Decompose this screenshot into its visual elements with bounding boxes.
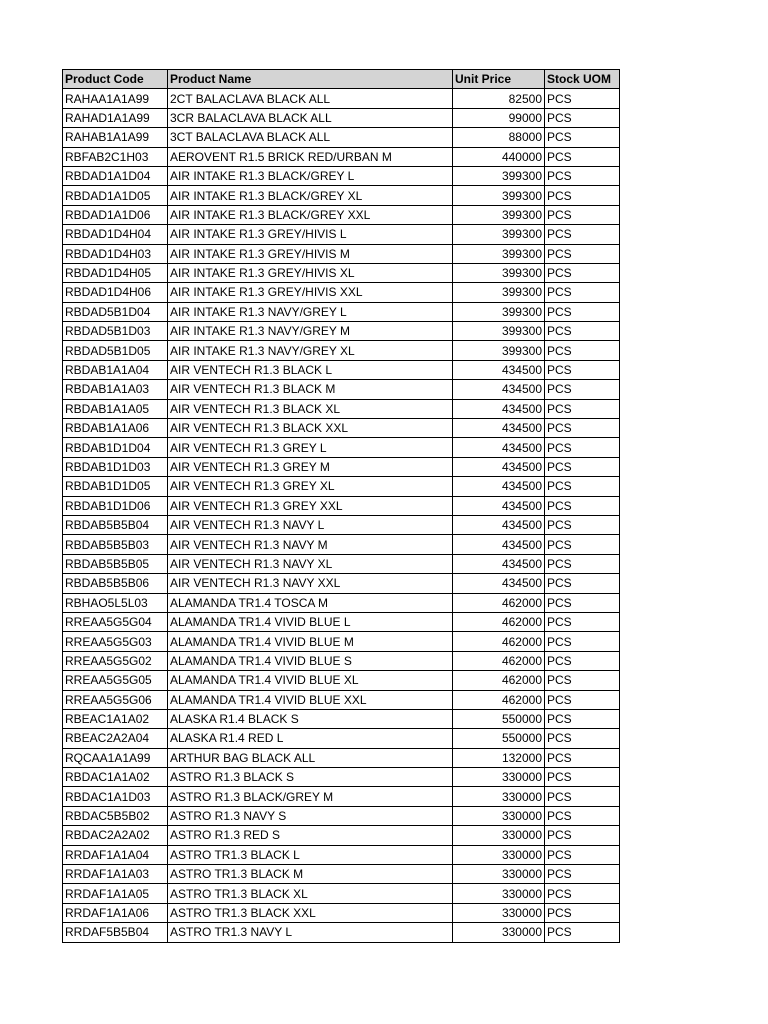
stock-uom-cell[interactable]: PCS xyxy=(545,632,620,651)
unit-price-cell[interactable]: 434500 xyxy=(453,515,545,534)
product-name-cell[interactable]: ASTRO TR1.3 BLACK XL xyxy=(168,884,453,903)
product-code-cell[interactable]: RBDAB5B5B04 xyxy=(63,515,168,534)
stock-uom-cell[interactable]: PCS xyxy=(545,826,620,845)
product-code-cell[interactable]: RBDAC1A1A02 xyxy=(63,768,168,787)
product-code-cell[interactable]: RREAA5G5G02 xyxy=(63,651,168,670)
unit-price-cell[interactable]: 399300 xyxy=(453,244,545,263)
table-row xyxy=(63,787,620,806)
product-name-cell[interactable]: AIR VENTECH R1.3 BLACK XXL xyxy=(168,419,453,438)
unit-price-cell[interactable]: 434500 xyxy=(453,438,545,457)
header-stock-uom[interactable]: Stock UOM xyxy=(545,70,620,89)
unit-price-cell[interactable]: 330000 xyxy=(453,903,545,922)
product-name-cell[interactable]: AIR VENTECH R1.3 GREY XL xyxy=(168,477,453,496)
table-row xyxy=(63,477,620,496)
product-code-cell[interactable]: RAHAD1A1A99 xyxy=(63,108,168,127)
table-row xyxy=(63,205,620,224)
product-code-cell[interactable]: RREAA5G5G06 xyxy=(63,690,168,709)
unit-price-cell[interactable]: 399300 xyxy=(453,166,545,185)
unit-price-cell[interactable]: 440000 xyxy=(453,147,545,166)
product-code-cell[interactable]: RBDAB1D1D06 xyxy=(63,496,168,515)
stock-uom-cell[interactable]: PCS xyxy=(545,806,620,825)
product-code-cell[interactable]: RBDAB5B5B06 xyxy=(63,574,168,593)
product-code-cell[interactable]: RBDAD5B1D03 xyxy=(63,322,168,341)
stock-uom-cell[interactable]: PCS xyxy=(545,438,620,457)
unit-price-cell[interactable]: 462000 xyxy=(453,632,545,651)
unit-price-cell[interactable]: 399300 xyxy=(453,263,545,282)
product-code-cell[interactable]: RBEAC1A1A02 xyxy=(63,709,168,728)
table-row xyxy=(63,341,620,360)
product-name-cell[interactable]: AIR INTAKE R1.3 NAVY/GREY M xyxy=(168,322,453,341)
stock-uom-cell[interactable]: PCS xyxy=(545,865,620,884)
table-row xyxy=(63,574,620,593)
unit-price-cell[interactable]: 434500 xyxy=(453,419,545,438)
table-row xyxy=(63,89,620,108)
product-name-cell[interactable]: AIR VENTECH R1.3 NAVY XXL xyxy=(168,574,453,593)
product-name-cell[interactable]: ALAMANDA TR1.4 VIVID BLUE L xyxy=(168,612,453,631)
table-row xyxy=(63,360,620,379)
product-code-cell[interactable]: RBFAB2C1H03 xyxy=(63,147,168,166)
product-name-cell[interactable]: 2CT BALACLAVA BLACK ALL xyxy=(168,89,453,108)
unit-price-cell[interactable]: 330000 xyxy=(453,923,545,942)
unit-price-cell[interactable]: 330000 xyxy=(453,787,545,806)
table-row xyxy=(63,651,620,670)
product-name-cell[interactable]: AIR VENTECH R1.3 GREY XXL xyxy=(168,496,453,515)
unit-price-cell[interactable]: 330000 xyxy=(453,884,545,903)
product-code-cell[interactable]: RBDAB5B5B05 xyxy=(63,554,168,573)
table-row xyxy=(63,535,620,554)
unit-price-cell[interactable]: 330000 xyxy=(453,845,545,864)
product-name-cell[interactable]: ALASKA R1.4 BLACK S xyxy=(168,709,453,728)
product-code-cell[interactable]: RBDAD1A1D06 xyxy=(63,205,168,224)
unit-price-cell[interactable]: 132000 xyxy=(453,748,545,767)
product-name-cell[interactable]: AIR VENTECH R1.3 BLACK L xyxy=(168,360,453,379)
unit-price-cell[interactable]: 550000 xyxy=(453,729,545,748)
table-row xyxy=(63,709,620,728)
stock-uom-cell[interactable]: PCS xyxy=(545,671,620,690)
product-code-cell[interactable]: RRDAF5B5B04 xyxy=(63,923,168,942)
stock-uom-cell[interactable]: PCS xyxy=(545,593,620,612)
header-product-code[interactable]: Product Code xyxy=(63,70,168,89)
product-name-cell[interactable]: AIR VENTECH R1.3 BLACK M xyxy=(168,380,453,399)
table-row xyxy=(63,923,620,942)
table-row xyxy=(63,496,620,515)
product-code-cell[interactable]: RBDAD1A1D05 xyxy=(63,186,168,205)
stock-uom-cell[interactable]: PCS xyxy=(545,535,620,554)
table-row xyxy=(63,690,620,709)
product-name-cell[interactable]: ASTRO TR1.3 NAVY L xyxy=(168,923,453,942)
product-code-cell[interactable]: RBDAD1D4H05 xyxy=(63,263,168,282)
stock-uom-cell[interactable]: PCS xyxy=(545,89,620,108)
product-code-cell[interactable]: RBDAB1D1D05 xyxy=(63,477,168,496)
product-name-cell[interactable]: AIR INTAKE R1.3 GREY/HIVIS L xyxy=(168,225,453,244)
table-row xyxy=(63,419,620,438)
product-code-cell[interactable]: RBDAB1A1A04 xyxy=(63,360,168,379)
unit-price-cell[interactable]: 434500 xyxy=(453,554,545,573)
product-name-cell[interactable]: AIR INTAKE R1.3 GREY/HIVIS XL xyxy=(168,263,453,282)
product-name-cell[interactable]: 3CT BALACLAVA BLACK ALL xyxy=(168,128,453,147)
product-name-cell[interactable]: ALAMANDA TR1.4 VIVID BLUE M xyxy=(168,632,453,651)
unit-price-cell[interactable]: 399300 xyxy=(453,205,545,224)
stock-uom-cell[interactable]: PCS xyxy=(545,419,620,438)
stock-uom-cell[interactable]: PCS xyxy=(545,923,620,942)
product-code-cell[interactable]: RBEAC2A2A04 xyxy=(63,729,168,748)
product-code-cell[interactable]: RBDAD1A1D04 xyxy=(63,166,168,185)
stock-uom-cell[interactable]: PCS xyxy=(545,903,620,922)
table-row xyxy=(63,244,620,263)
stock-uom-cell[interactable]: PCS xyxy=(545,399,620,418)
stock-uom-cell[interactable]: PCS xyxy=(545,457,620,476)
product-name-cell[interactable]: AIR INTAKE R1.3 BLACK/GREY L xyxy=(168,166,453,185)
product-code-cell[interactable]: RBDAB1A1A06 xyxy=(63,419,168,438)
header-unit-price[interactable]: Unit Price xyxy=(453,70,545,89)
product-name-cell[interactable]: AIR INTAKE R1.3 BLACK/GREY XL xyxy=(168,186,453,205)
table-row xyxy=(63,671,620,690)
table-row xyxy=(63,768,620,787)
product-name-cell[interactable]: AIR INTAKE R1.3 BLACK/GREY XXL xyxy=(168,205,453,224)
product-code-cell[interactable]: RBDAD5B1D05 xyxy=(63,341,168,360)
product-code-cell[interactable]: RBDAB5B5B03 xyxy=(63,535,168,554)
unit-price-cell[interactable]: 462000 xyxy=(453,593,545,612)
table-row xyxy=(63,147,620,166)
product-name-cell[interactable]: ARTHUR BAG BLACK ALL xyxy=(168,748,453,767)
stock-uom-cell[interactable]: PCS xyxy=(545,768,620,787)
stock-uom-cell[interactable]: PCS xyxy=(545,845,620,864)
product-code-cell[interactable]: RAHAB1A1A99 xyxy=(63,128,168,147)
table-row xyxy=(63,845,620,864)
product-name-cell[interactable]: AIR VENTECH R1.3 NAVY L xyxy=(168,515,453,534)
stock-uom-cell[interactable]: PCS xyxy=(545,225,620,244)
unit-price-cell[interactable]: 399300 xyxy=(453,341,545,360)
unit-price-cell[interactable]: 99000 xyxy=(453,108,545,127)
product-name-cell[interactable]: AIR VENTECH R1.3 GREY L xyxy=(168,438,453,457)
header-row xyxy=(63,70,620,89)
product-name-cell[interactable]: ASTRO R1.3 NAVY S xyxy=(168,806,453,825)
stock-uom-cell[interactable]: PCS xyxy=(545,729,620,748)
product-code-cell[interactable]: RBDAB1A1A05 xyxy=(63,399,168,418)
stock-uom-cell[interactable]: PCS xyxy=(545,147,620,166)
stock-uom-cell[interactable]: PCS xyxy=(545,128,620,147)
product-name-cell[interactable]: ALASKA R1.4 RED L xyxy=(168,729,453,748)
product-name-cell[interactable]: ASTRO TR1.3 BLACK L xyxy=(168,845,453,864)
unit-price-cell[interactable]: 399300 xyxy=(453,322,545,341)
product-code-cell[interactable]: RBDAB1A1A03 xyxy=(63,380,168,399)
stock-uom-cell[interactable]: PCS xyxy=(545,709,620,728)
table-row xyxy=(63,322,620,341)
table-row xyxy=(63,283,620,302)
stock-uom-cell[interactable]: PCS xyxy=(545,651,620,670)
product-code-cell[interactable]: RRDAF1A1A04 xyxy=(63,845,168,864)
stock-uom-cell[interactable]: PCS xyxy=(545,496,620,515)
unit-price-cell[interactable]: 462000 xyxy=(453,612,545,631)
unit-price-cell[interactable]: 330000 xyxy=(453,865,545,884)
stock-uom-cell[interactable]: PCS xyxy=(545,477,620,496)
product-name-cell[interactable]: 3CR BALACLAVA BLACK ALL xyxy=(168,108,453,127)
product-code-cell[interactable]: RBDAC1A1D03 xyxy=(63,787,168,806)
product-name-cell[interactable]: AIR INTAKE R1.3 NAVY/GREY XL xyxy=(168,341,453,360)
unit-price-cell[interactable]: 462000 xyxy=(453,651,545,670)
product-code-cell[interactable]: RRDAF1A1A03 xyxy=(63,865,168,884)
unit-price-cell[interactable]: 330000 xyxy=(453,806,545,825)
table-row xyxy=(63,729,620,748)
table-row xyxy=(63,166,620,185)
table-row xyxy=(63,263,620,282)
unit-price-cell[interactable]: 434500 xyxy=(453,399,545,418)
stock-uom-cell[interactable]: PCS xyxy=(545,244,620,263)
stock-uom-cell[interactable]: PCS xyxy=(545,380,620,399)
product-name-cell[interactable]: ALAMANDA TR1.4 VIVID BLUE XL xyxy=(168,671,453,690)
stock-uom-cell[interactable]: PCS xyxy=(545,884,620,903)
unit-price-cell[interactable]: 330000 xyxy=(453,826,545,845)
table-row xyxy=(63,593,620,612)
product-name-cell[interactable]: AIR VENTECH R1.3 BLACK XL xyxy=(168,399,453,418)
table-row xyxy=(63,806,620,825)
product-name-cell[interactable]: ASTRO R1.3 RED S xyxy=(168,826,453,845)
product-name-cell[interactable]: ALAMANDA TR1.4 VIVID BLUE XXL xyxy=(168,690,453,709)
unit-price-cell[interactable]: 434500 xyxy=(453,457,545,476)
product-code-cell[interactable]: RREAA5G5G04 xyxy=(63,612,168,631)
table-row xyxy=(63,515,620,534)
table-row xyxy=(63,612,620,631)
table-row xyxy=(63,128,620,147)
table-row xyxy=(63,903,620,922)
stock-uom-cell[interactable]: PCS xyxy=(545,186,620,205)
product-code-cell[interactable]: RREAA5G5G05 xyxy=(63,671,168,690)
table-row xyxy=(63,865,620,884)
product-code-cell[interactable]: RRDAF1A1A05 xyxy=(63,884,168,903)
product-code-cell[interactable]: RBDAD1D4H04 xyxy=(63,225,168,244)
product-code-cell[interactable]: RREAA5G5G03 xyxy=(63,632,168,651)
unit-price-cell[interactable]: 462000 xyxy=(453,671,545,690)
unit-price-cell[interactable]: 399300 xyxy=(453,225,545,244)
product-name-cell[interactable]: ASTRO R1.3 BLACK/GREY M xyxy=(168,787,453,806)
product-name-cell[interactable]: ALAMANDA TR1.4 TOSCA M xyxy=(168,593,453,612)
stock-uom-cell[interactable]: PCS xyxy=(545,322,620,341)
product-code-cell[interactable]: RBDAC2A2A02 xyxy=(63,826,168,845)
unit-price-cell[interactable]: 330000 xyxy=(453,768,545,787)
unit-price-cell[interactable]: 434500 xyxy=(453,574,545,593)
product-price-table xyxy=(62,69,620,943)
table-row xyxy=(63,438,620,457)
stock-uom-cell[interactable]: PCS xyxy=(545,283,620,302)
unit-price-cell[interactable]: 434500 xyxy=(453,535,545,554)
product-code-cell[interactable]: RBDAD1D4H03 xyxy=(63,244,168,263)
table-row xyxy=(63,302,620,321)
table-body xyxy=(63,89,620,942)
product-name-cell[interactable]: AIR VENTECH R1.3 NAVY M xyxy=(168,535,453,554)
table-row xyxy=(63,884,620,903)
product-name-cell[interactable]: AIR INTAKE R1.3 GREY/HIVIS XXL xyxy=(168,283,453,302)
table-row xyxy=(63,457,620,476)
spreadsheet-sheet xyxy=(62,69,620,943)
stock-uom-cell[interactable]: PCS xyxy=(545,205,620,224)
header-product-name[interactable]: Product Name xyxy=(168,70,453,89)
stock-uom-cell[interactable]: PCS xyxy=(545,612,620,631)
product-code-cell[interactable]: RRDAF1A1A06 xyxy=(63,903,168,922)
product-code-cell[interactable]: RQCAA1A1A99 xyxy=(63,748,168,767)
unit-price-cell[interactable]: 550000 xyxy=(453,709,545,728)
stock-uom-cell[interactable]: PCS xyxy=(545,690,620,709)
product-name-cell[interactable]: ASTRO R1.3 BLACK S xyxy=(168,768,453,787)
stock-uom-cell[interactable]: PCS xyxy=(545,515,620,534)
unit-price-cell[interactable]: 434500 xyxy=(453,496,545,515)
stock-uom-cell[interactable]: PCS xyxy=(545,341,620,360)
product-name-cell[interactable]: AIR VENTECH R1.3 NAVY XL xyxy=(168,554,453,573)
table-row xyxy=(63,826,620,845)
stock-uom-cell[interactable]: PCS xyxy=(545,166,620,185)
table-row xyxy=(63,554,620,573)
unit-price-cell[interactable]: 434500 xyxy=(453,477,545,496)
product-code-cell[interactable]: RBDAB1D1D04 xyxy=(63,438,168,457)
stock-uom-cell[interactable]: PCS xyxy=(545,574,620,593)
table-row xyxy=(63,748,620,767)
product-name-cell[interactable]: ASTRO TR1.3 BLACK M xyxy=(168,865,453,884)
product-name-cell[interactable]: ALAMANDA TR1.4 VIVID BLUE S xyxy=(168,651,453,670)
stock-uom-cell[interactable]: PCS xyxy=(545,787,620,806)
product-code-cell[interactable]: RAHAA1A1A99 xyxy=(63,89,168,108)
table-row xyxy=(63,186,620,205)
stock-uom-cell[interactable]: PCS xyxy=(545,360,620,379)
unit-price-cell[interactable]: 434500 xyxy=(453,380,545,399)
stock-uom-cell[interactable]: PCS xyxy=(545,554,620,573)
unit-price-cell[interactable]: 399300 xyxy=(453,302,545,321)
unit-price-cell[interactable]: 88000 xyxy=(453,128,545,147)
unit-price-cell[interactable]: 399300 xyxy=(453,283,545,302)
product-code-cell[interactable]: RBDAB1D1D03 xyxy=(63,457,168,476)
unit-price-cell[interactable]: 82500 xyxy=(453,89,545,108)
product-name-cell[interactable]: ASTRO TR1.3 BLACK XXL xyxy=(168,903,453,922)
stock-uom-cell[interactable]: PCS xyxy=(545,302,620,321)
table-row xyxy=(63,225,620,244)
table-header xyxy=(63,70,620,89)
product-name-cell[interactable]: AIR INTAKE R1.3 GREY/HIVIS M xyxy=(168,244,453,263)
product-code-cell[interactable]: RBDAD5B1D04 xyxy=(63,302,168,321)
table-row xyxy=(63,108,620,127)
stock-uom-cell[interactable]: PCS xyxy=(545,108,620,127)
unit-price-cell[interactable]: 399300 xyxy=(453,186,545,205)
product-name-cell[interactable]: AEROVENT R1.5 BRICK RED/URBAN M xyxy=(168,147,453,166)
product-name-cell[interactable]: AIR VENTECH R1.3 GREY M xyxy=(168,457,453,476)
unit-price-cell[interactable]: 462000 xyxy=(453,690,545,709)
table-row xyxy=(63,380,620,399)
unit-price-cell[interactable]: 434500 xyxy=(453,360,545,379)
stock-uom-cell[interactable]: PCS xyxy=(545,263,620,282)
product-code-cell[interactable]: RBDAD1D4H06 xyxy=(63,283,168,302)
table-row xyxy=(63,399,620,418)
product-name-cell[interactable]: AIR INTAKE R1.3 NAVY/GREY L xyxy=(168,302,453,321)
product-code-cell[interactable]: RBHAO5L5L03 xyxy=(63,593,168,612)
product-code-cell[interactable]: RBDAC5B5B02 xyxy=(63,806,168,825)
table-row xyxy=(63,632,620,651)
stock-uom-cell[interactable]: PCS xyxy=(545,748,620,767)
